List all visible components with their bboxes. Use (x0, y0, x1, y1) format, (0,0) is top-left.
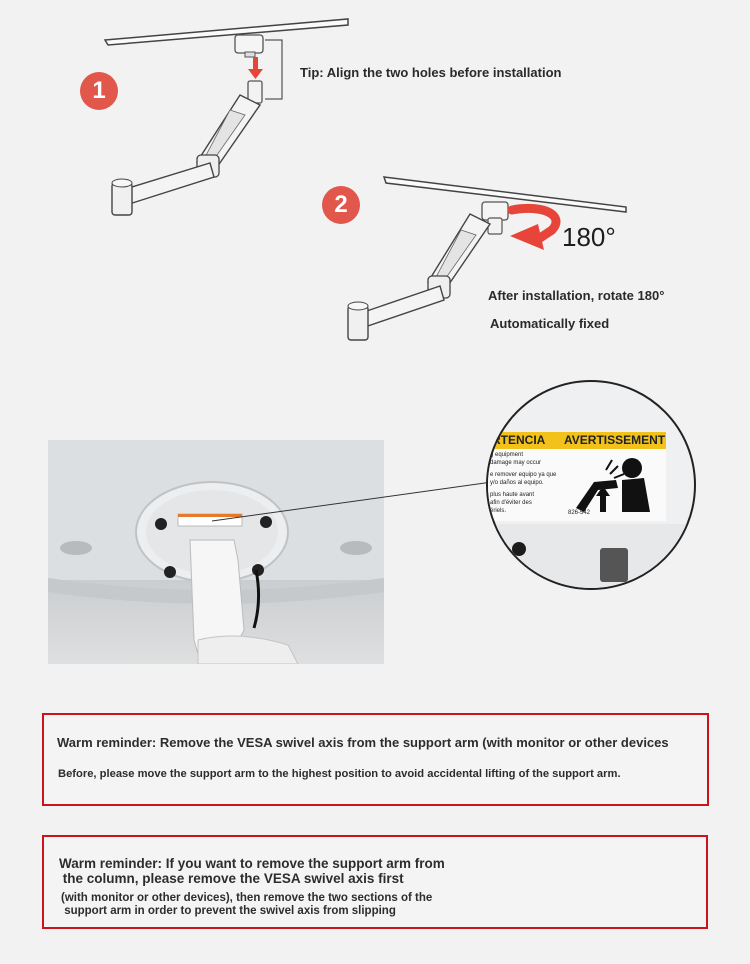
warning-code: 826-542 (568, 510, 591, 516)
reminder-box-2 (42, 835, 708, 929)
warning-text-line: e remover equipo ya que (490, 472, 557, 478)
reminder-2-line-2: the column, please remove the VESA swivel axis first (59, 871, 404, 886)
warning-text-line: afin d'éviter des (490, 500, 532, 506)
step-2-caption-line-2: Automatically fixed (490, 316, 610, 331)
reminder-2-line-4: support arm in order to prevent the swivel axis from slipping (61, 905, 396, 917)
reminder-2-line-1: Warm reminder: If you want to remove the support arm from (59, 856, 445, 871)
warning-label-zoom (486, 380, 696, 590)
rotation-label: 180° (562, 222, 616, 252)
warning-text-line: g equipment (490, 452, 524, 458)
mount-closeup (600, 548, 628, 582)
step-2-number: 2 (334, 191, 348, 218)
knob-closeup (512, 542, 526, 556)
person-warning-icon (570, 452, 666, 516)
reminder-box-1 (42, 713, 709, 806)
warning-text-line: plus haute avant (490, 492, 535, 498)
step-1-number: 1 (92, 77, 106, 104)
step-1-caption: Tip: Align the two holes before installation (300, 65, 562, 80)
reminder-1-line-2: Before, please move the support arm to the highest position to avoid accidental lifting of the support arm. (58, 768, 621, 780)
warning-text-line: damage may occur (490, 460, 542, 466)
reminder-1-line-1: Warm reminder: Remove the VESA swivel axis from the support arm (with monitor or other devices (57, 735, 669, 750)
warning-text-line: y/o daños al equipo. (490, 480, 544, 486)
step-2-caption-line-1: After installation, rotate 180° (488, 288, 665, 303)
warning-text-line: ériels. (490, 508, 507, 514)
monitor-back-closeup (488, 524, 694, 588)
reminder-2-line-3: (with monitor or other devices), then remove the two sections of the (61, 892, 433, 904)
warning-title-right: AVERTISSEMENT (564, 433, 666, 447)
warning-title-left: RTENCIA (492, 433, 546, 447)
